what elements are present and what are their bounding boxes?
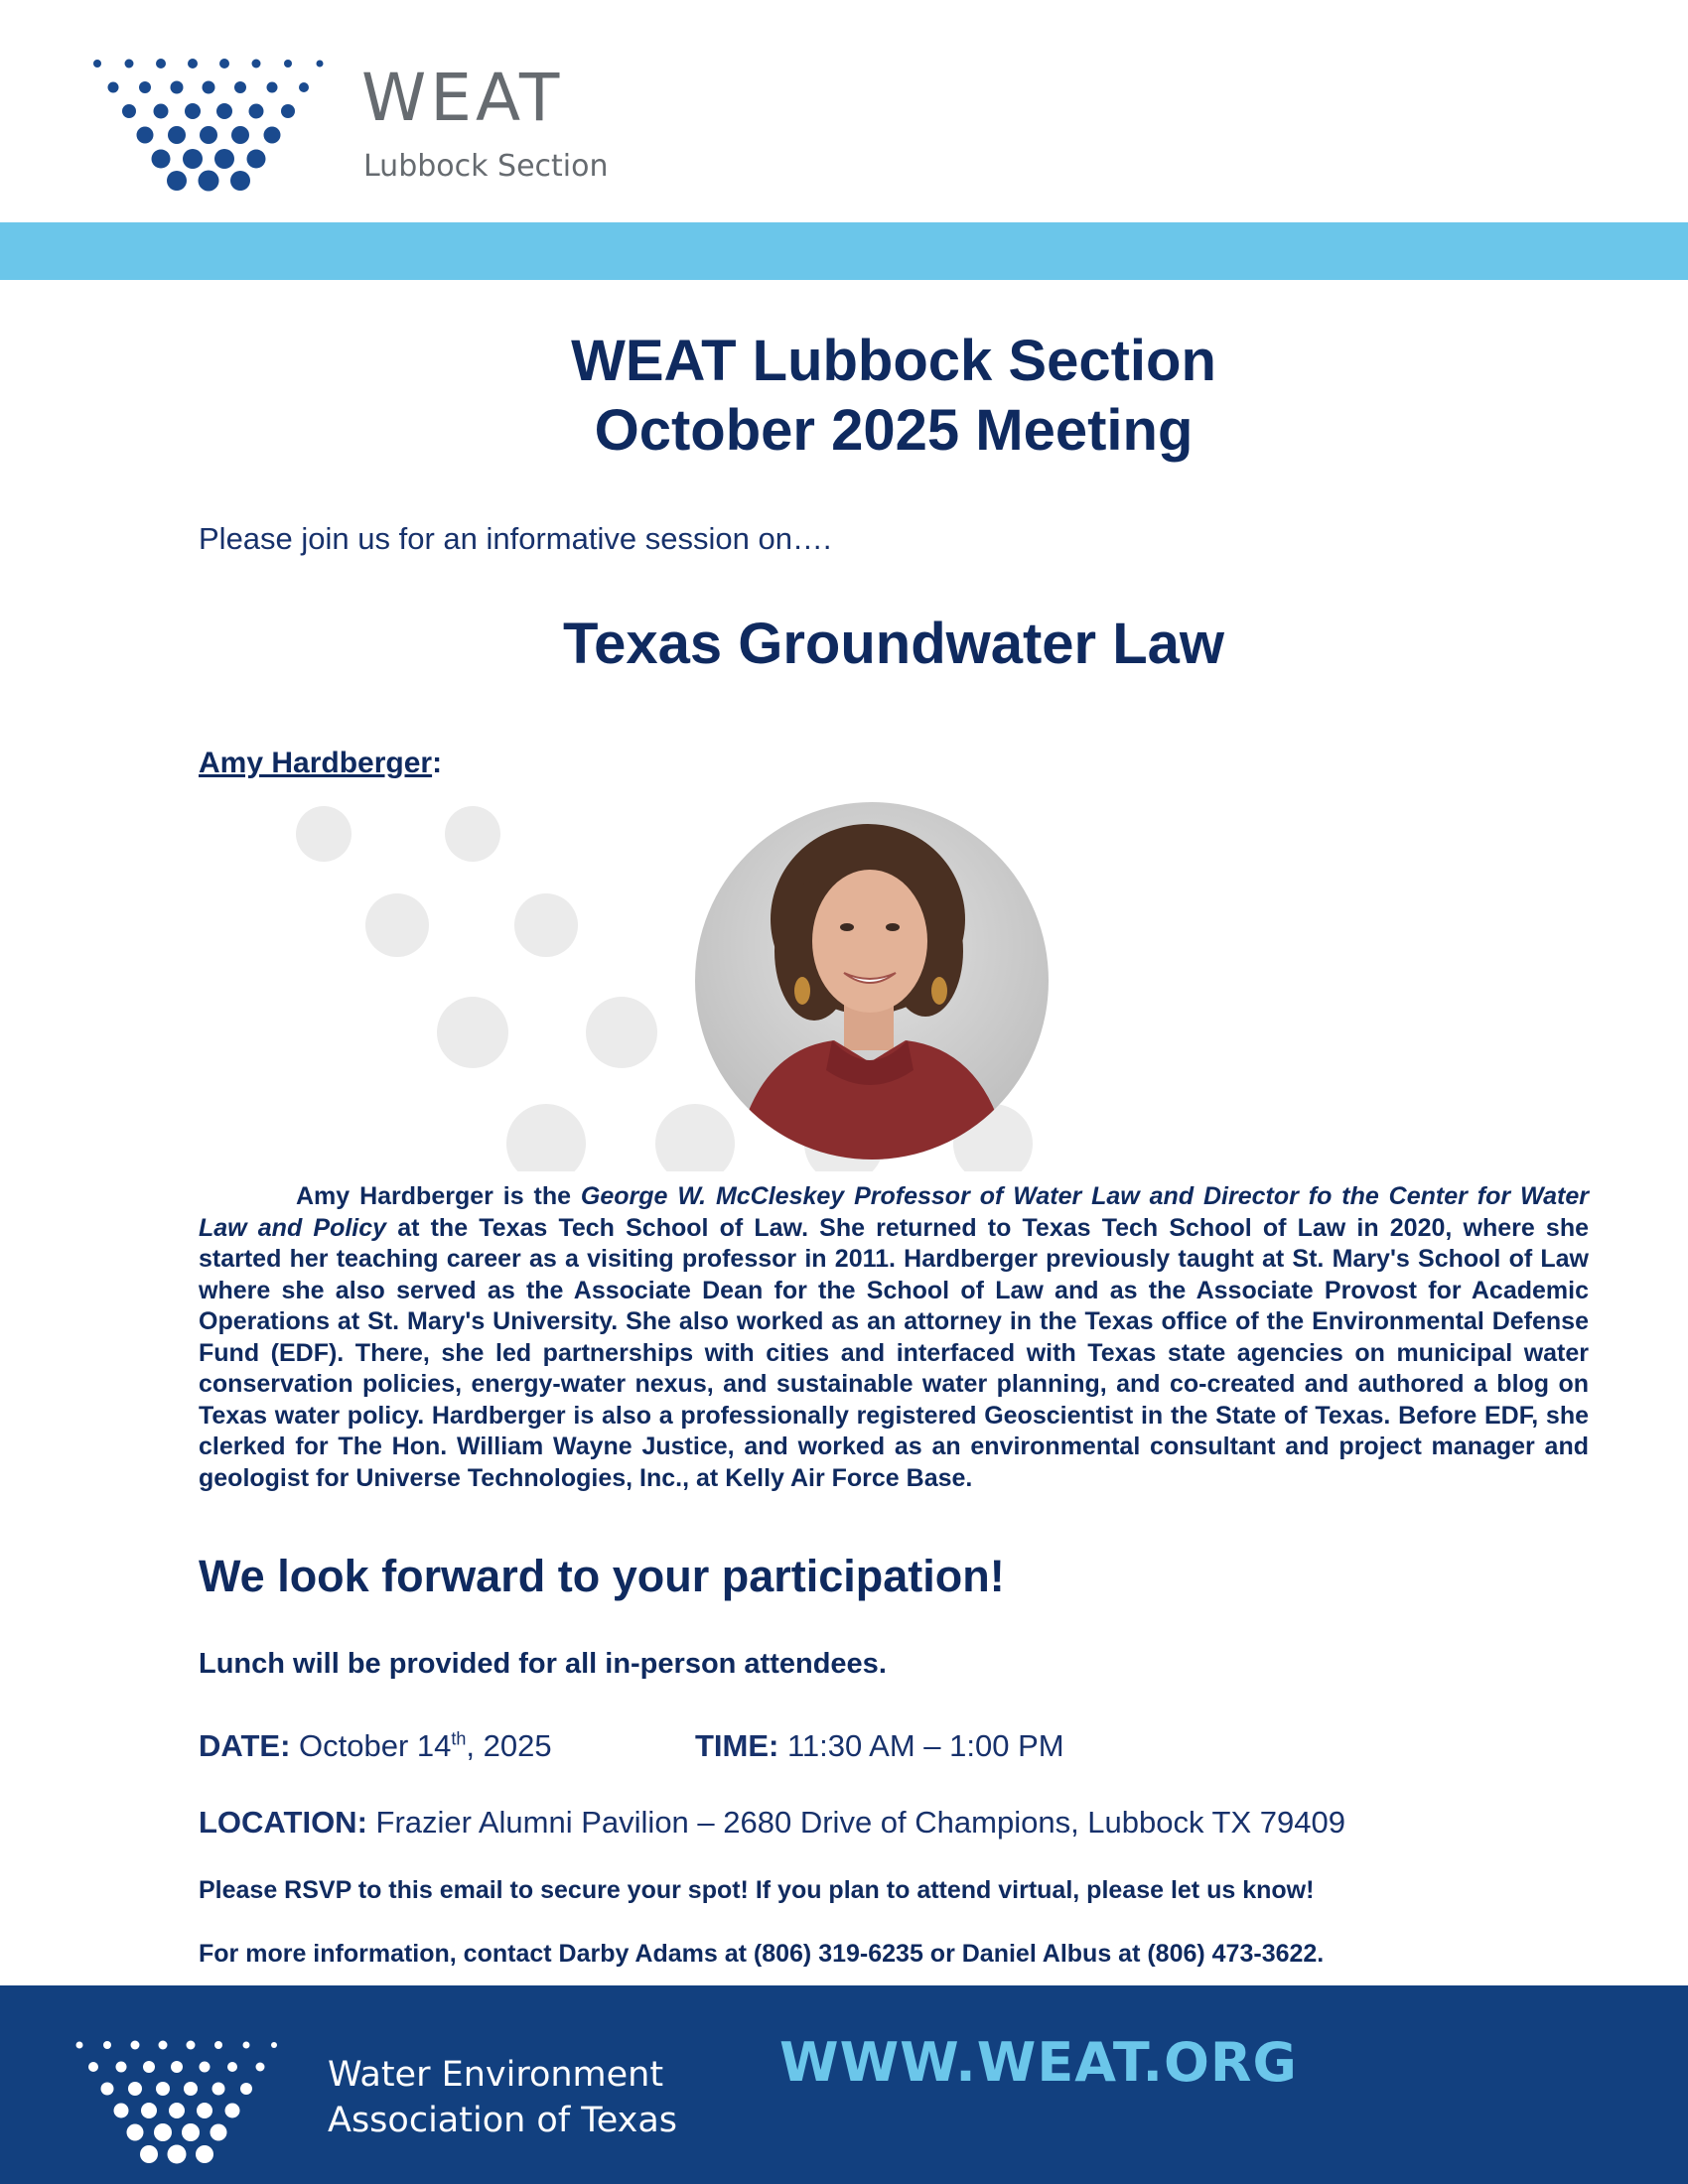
top-accent-band	[0, 222, 1688, 280]
footer-org-line1: Water Environment	[328, 2055, 664, 2095]
intro-text: Please join us for an informative session on….	[199, 521, 832, 556]
speaker-bio	[199, 1181, 1589, 1494]
rsvp-note: Please RSVP to this email to secure your spot! If you plan to attend virtual, please let us know!	[199, 1876, 1315, 1904]
brand-subtitle: Lubbock Section	[363, 149, 609, 184]
closing-message: We look forward to your participation!	[199, 1551, 1005, 1601]
location-value: Frazier Alumni Pavilion – 2680 Drive of Champions, Lubbock TX 79409	[366, 1805, 1345, 1840]
footer-logo-dots	[71, 2037, 300, 2168]
time-value: 11:30 AM – 1:00 PM	[778, 1728, 1064, 1763]
location-label: LOCATION:	[199, 1805, 367, 1840]
bio-intro: Amy Hardberger is the	[296, 1182, 581, 1210]
bio-body: at the Texas Tech School of Law. She returned to Texas Tech School of Law in 2020, where she started her teaching career as a visiting professor in 2011. Hardberger previously taught at St. Mary's School of Law where she also served as the Associate Dean for the School of Law and as the Associate Provost for Academic Operations at St. Mary's University. She also worked as an attorney in the Texas office of the Environmental Defense Fund (EDF). There, she led partnerships with cities and interfaced with Texas state agencies on municipal water conservation policies, energy-water nexus, and sustainable water planning, and co-created and authored a blog on Texas water policy. Hardberger is also a professionally registered Geoscientist in the State of Texas. Before EDF, she clerked for The Hon. William Wayne Justice, and worked as an environmental consultant and project manager and geologist for Universe Technologies, Inc., at Kelly Air Force Base.	[199, 1213, 1589, 1492]
page-title-line2: October 2025 Meeting	[594, 398, 1194, 463]
date-value: October 14	[290, 1728, 452, 1763]
lunch-note: Lunch will be provided for all in-person attendees.	[199, 1648, 887, 1680]
speaker-photo	[695, 802, 1049, 1160]
contact-info: For more information, contact Darby Adams at (806) 319-6235 or Daniel Albus at (806) 473-3622.	[199, 1940, 1325, 1968]
date-year: , 2025	[466, 1728, 552, 1763]
event-date	[199, 1728, 552, 1764]
speaker-name: Amy Hardberger	[199, 747, 433, 779]
page-title-line1: WEAT Lubbock Section	[571, 329, 1216, 393]
event-time	[695, 1728, 1064, 1764]
date-label: DATE:	[199, 1728, 291, 1763]
bio-title: George W. McCleskey Professor of Water Law and Director fo the Center for Water Law and Policy	[199, 1182, 1589, 1242]
event-location	[199, 1805, 1345, 1841]
brand-name: WEAT	[361, 60, 564, 136]
speaker-colon: :	[432, 747, 443, 779]
website-link[interactable]: WWW.WEAT.ORG	[779, 2031, 1298, 2094]
speaker-heading	[199, 747, 442, 780]
date-ordinal: th	[451, 1728, 467, 1749]
footer-org-line2: Association of Texas	[328, 2101, 678, 2140]
session-topic: Texas Groundwater Law	[562, 612, 1225, 676]
time-label: TIME:	[695, 1728, 779, 1763]
